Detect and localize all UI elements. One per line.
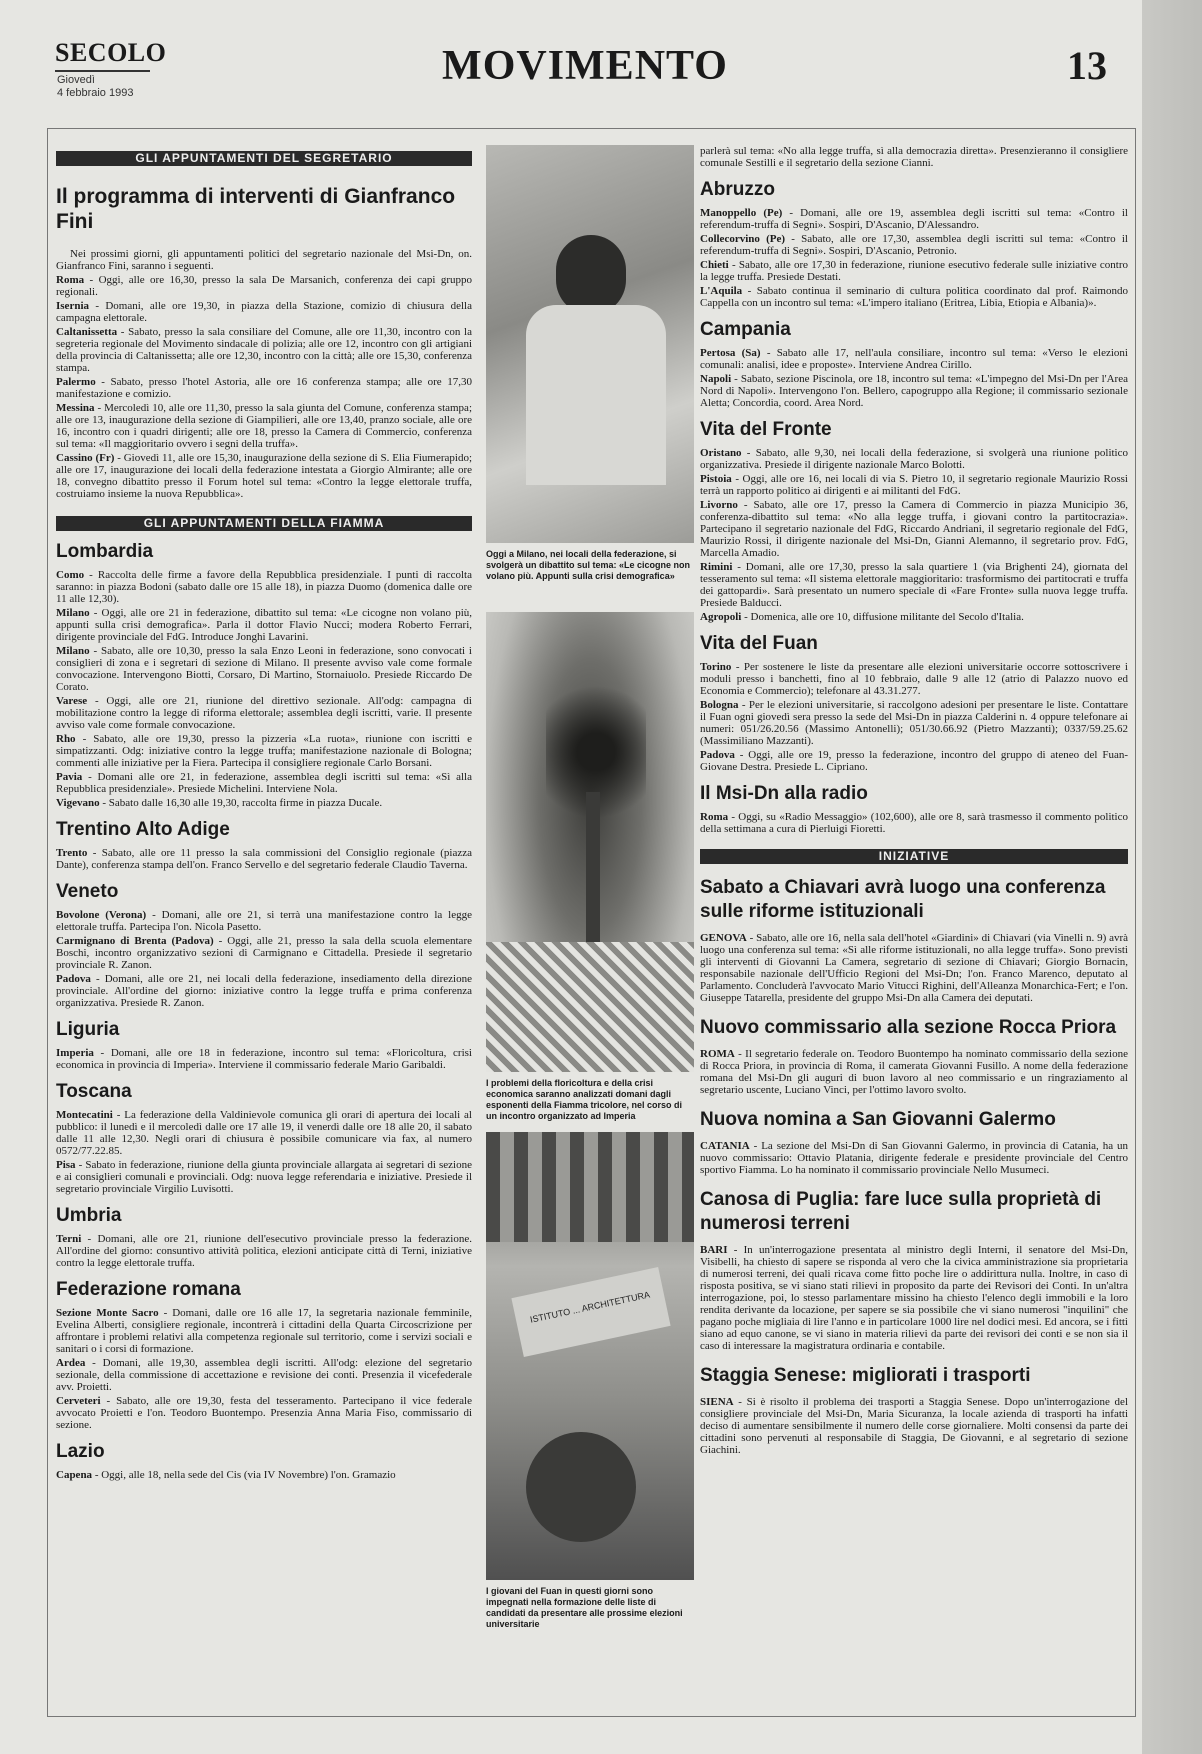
story-body-place: GENOVA: [700, 932, 747, 944]
story-headline: Nuovo commissario alla sezione Rocca Priora: [700, 1017, 1117, 1038]
story-body-place: SIENA: [700, 1396, 734, 1408]
appointment-item: [700, 661, 1128, 697]
appointment-item-text: - Sabato in federazione, riunione della giunta provinciale allargata ai segretari di sezione e ai consiglieri comunali e provinciali. Odg: nuova legge referendaria e iniziative. Presiede il segretario provinciale Virgilio Luvisotti.: [56, 1159, 472, 1195]
story-body-text: - In un'interrogazione presentata al ministro degli Interni, il senatore del Msi-Dn, Visibelli, ha chiesto di sapere se risponda al vero che la civica amministrazione sia proprietaria di numerosi terreni, dei quali ricava come fitto poche lire o addirittura nulla. Inoltre, in caso di risposta positiva, se vi siano stati rilievi in proposito da parte dei Revisori dei Conti. In un'altra interrogazione, poi, lo stesso parlamentare missino ha chiesto l'elenco degli immobili e la loro rendita derivante da locazione, per sapere se sia possibile che vi siano numerosi "inquilini" che pagano poche migliaia di lire l'anno e in particolare 1000 lire nel dodici mesi. Ed ancora, se i fitti siano ad equo canone, se vi siano in materia rilievi da parte dei revisori dei conti e se non sia il caso di interessare la magistratura ordinaria e contabile.: [700, 1244, 1128, 1352]
photo-caption-imperia: I problemi della floricoltura e della crisi economica saranno analizzati domani dagli esponenti della Fiamma tricolore, nel corso di un incontro organizzato ad Imperia: [486, 1078, 683, 1121]
appointment-item-place: Carmignano di Brenta (Padova): [56, 935, 214, 947]
story-body: [700, 1048, 1128, 1096]
appointment-item-text: - Oggi, alle ore 16, nei locali di via S. Pietro 10, il segretario regionale Maurizio Rossi terrà un rapporto politico ai dirigenti e ai militanti del FdG.: [700, 473, 1128, 497]
appointment-item-text: - Sabato, alle ore 11 presso la sala commissioni del Consiglio regionale (piazza Dante), conferenza stampa dell'on. Franco Servello e del segretario federale Claudio Taverna.: [56, 847, 472, 871]
appointment-item-place: Livorno: [700, 499, 738, 511]
fini-appointment-place: Cassino (Fr): [56, 452, 115, 464]
appointment-item: [56, 733, 472, 769]
appointment-item: [56, 797, 472, 809]
photo-round-plaque: [526, 1432, 636, 1542]
story-body: [700, 1396, 1128, 1456]
appointment-item: [56, 1109, 472, 1157]
appointment-item-place: Montecatini: [56, 1109, 113, 1121]
appointment-item: [56, 1357, 472, 1393]
appointment-item-place: Manoppello (Pe): [700, 207, 783, 219]
section-title: MOVIMENTO: [442, 43, 728, 89]
photo-university-building: [486, 1132, 694, 1580]
masthead: [55, 30, 1115, 100]
capena-continuation: parlerà sul tema: «No alla legge truffa, sì alla democrazia diretta». Presenzieranno il consigliere comunale Sestilli e il segretario della sezione Cianni.: [700, 145, 1128, 169]
appointment-item-place: Oristano: [700, 447, 742, 459]
appointment-item-text: - Domenica, alle ore 10, diffusione militante del Secolo d'Italia.: [741, 611, 1024, 623]
appointment-item: [700, 749, 1128, 773]
appointment-item-place: Rimini: [700, 561, 733, 573]
column-right: [700, 145, 1128, 1458]
story-body: [700, 932, 1128, 1004]
publication-date-text: 4 febbraio 1993: [57, 87, 134, 99]
appointment-item-text: - Sabato, alle ore 19,30, presso la pizzeria «La ruota», riunione con iscritti e simpatizzanti. Odg: iniziative contro la legge truffa; manifestazione nazionale di Bologna; commenti alle iniziative per la Fiera. Partecipa il consigliere regionale Carlo Borsani.: [56, 733, 472, 769]
story-body-place: BARI: [700, 1244, 728, 1256]
appointment-item-text: - Sabato continua il seminario di cultura politica coordinato dal prof. Raimondo Cappella con un incontro sul tema: «L'impero italiano (Eritrea, Libia, Etiopia e Albania)».: [700, 285, 1128, 309]
appointment-item-text: - Per le elezioni universitarie, si raccolgono adesioni per presentare le liste. Contattare il Fuan ogni giovedì sera presso la sede del Msi-Dn in piazza Calderini n. 4 oppure telefonare ai numeri: 051/26.20.56 (Massimo Antonelli); 051/30.66.92 (Pietro Mazzanti); 0337/59.25.62 (Massimiliano Mazzanti).: [700, 699, 1128, 747]
appointment-item: [700, 207, 1128, 231]
appointment-item-place: Pistoia: [700, 473, 732, 485]
appointment-item-text: - Domani, alle ore 21, nei locali della federazione, insediamento della direzione provinciale. All'ordine del giorno: iniziative contro la legge truffa e prima conferenza organizzativa. Presiede R. Zanon.: [56, 973, 472, 1009]
appointment-item: [56, 1307, 472, 1355]
fini-appointment-place: Isernia: [56, 300, 89, 312]
region-heading: Trentino Alto Adige: [56, 819, 230, 840]
appointment-item-text: - Oggi, alle ore 19, presso la federazione, incontro del gruppo di ateneo del Fuan-Giovane Destra. Presiede L. Cipriano.: [700, 749, 1128, 773]
fiamma-regions: [56, 541, 472, 1481]
appointment-item-place: Napoli: [700, 373, 732, 385]
fini-program-headline: Il programma di interventi di Gianfranco Fini: [56, 185, 456, 233]
appointment-item: [700, 447, 1128, 471]
page-gutter-shadow: [1142, 0, 1202, 1754]
story-body-place: CATANIA: [700, 1140, 750, 1152]
appointment-item-place: Vigevano: [56, 797, 100, 809]
appointment-item-text: - Oggi, alle ore 21, riunione del direttivo sezionale. All'odg: campagna di mobilitazione contro la legge di riforma elettorale; assemblea degli iscritti, varie. Il presente avviso vale come formale convocazione.: [56, 695, 472, 731]
page-number: 13: [1067, 43, 1107, 88]
fini-appointment: [56, 326, 472, 374]
column-left: [56, 145, 472, 1483]
appointment-item: [56, 1159, 472, 1195]
appointment-item-place: Agropoli: [700, 611, 742, 623]
photo-milano-interior: [486, 145, 694, 543]
appointment-item-text: - Domani, alle ore 17,30, presso la sala quartiere 1 (via Brighenti 24), giornata del tesseramento sul tema: «Il sistema elettorale maggioritario: trasformismo dei partitocrati e truffa dei gattopardi». Sarà presentato un numero speciale di «Fare Fronte» sulla nuova legge truffa. Presiede Balducci.: [700, 561, 1128, 609]
appointment-item-place: Torino: [700, 661, 732, 673]
regional-notices: [700, 179, 1128, 835]
appointment-item-place: Como: [56, 569, 85, 581]
fini-appointment-text: - Domani, alle ore 19,30, in piazza della Stazione, comizio di chiusura della campagna elettorale.: [56, 300, 472, 324]
appointment-item-place: Pavia: [56, 771, 83, 783]
appointment-item: [56, 1233, 472, 1269]
appointment-item-place: Trento: [56, 847, 88, 859]
appointment-item: [56, 607, 472, 643]
appointment-item: [56, 973, 472, 1009]
appointment-item-place: Rho: [56, 733, 76, 745]
story-headline: Canosa di Puglia: fare luce sulla proprietà di numerosi terreni: [700, 1189, 1102, 1234]
appointment-item-place: Padova: [56, 973, 91, 985]
story-headline: Sabato a Chiavari avrà luogo una conferenza sulle riforme istituzionali: [700, 877, 1106, 922]
fini-appointment-text: - Mercoledì 10, alle ore 11,30, presso la sala giunta del Comune, conferenza stampa; alle ore 13, inaugurazione della sezione di Giampilieri, alle ore 13,40, pranzo sociale, alle ore 16, incontro con i quadri dirigenti; alle ore 18, presso la Camera di Commercio, conferenza sul tema: «Il maggioritario ovvero i segni della truffa».: [56, 402, 472, 450]
story-headline: Nuova nomina a San Giovanni Galermo: [700, 1109, 1056, 1130]
fini-appointment-place: Caltanissetta: [56, 326, 118, 338]
fini-appointment-text: - Sabato, presso l'hotel Astoria, alle ore 16 conferenza stampa; alle ore 17,30 manifestazione e comizio.: [56, 376, 472, 400]
appointment-item-place: Varese: [56, 695, 88, 707]
region-heading: Liguria: [56, 1019, 120, 1040]
appointment-item-text: - Domani, alle 19,30, assemblea degli iscritti. All'odg: elezione del segretario sezionale, della commissione di accettazione e revisione dei conti. Presenzia il vicefederale avv. Proietti.: [56, 1357, 472, 1393]
column-photos: [486, 145, 694, 1640]
appointment-item-text: - Oggi, alle ore 21 in federazione, dibattito sul tema: «Le cicogne non volano più, appunti sulla crisi demografica». Parla il dottor Flavio Nucci; modera Roberto Ferrari, dirigente provinciale del FdG. Introduce Jonghi Lavarini.: [56, 607, 472, 643]
appointment-item-text: - Domani, alle ore 21, riunione dell'esecutivo provinciale presso la federazione. All'ordine del giorno: consuntivo attività politica, elezioni anticipate città di Terni, iniziative contro la legge elettorale truffa.: [56, 1233, 472, 1269]
appointment-item-text: - Per sostenere le liste da presentare alle elezioni universitarie occorre sottoscrivere i moduli presso i banchetti, fino al 10 febbraio, dalle 9 alle 12 (atrio di Palazzo nuovo ed Economia e Commercio); telefonare al 43.31.277.: [700, 661, 1128, 697]
region-heading: Lazio: [56, 1441, 105, 1462]
appointment-item-text: - Raccolta delle firme a favore della Repubblica presidenziale. I punti di raccolta saranno: in piazza Bodoni (sabato dalle ore 15 alle 18), in piazza Duomo (domenica dalle ore 11 alle 12,30).: [56, 569, 472, 605]
appointment-item: [700, 611, 1128, 623]
appointment-item: [700, 699, 1128, 747]
fini-appointment-place: Palermo: [56, 376, 96, 388]
newspaper-logo: SECOLO: [55, 38, 167, 67]
appointment-item-place: Roma: [700, 811, 729, 823]
appointment-item: [700, 561, 1128, 609]
fini-intro: Nei prossimi giorni, gli appuntamenti politici del segretario nazionale del Msi-Dn, on. Gianfranco Fini, saranno i seguenti.: [56, 248, 472, 272]
appointment-item: [700, 285, 1128, 309]
appointment-item-place: Cerveteri: [56, 1395, 101, 1407]
region-heading: Federazione romana: [56, 1279, 241, 1300]
region-heading: Toscana: [56, 1081, 132, 1102]
region-heading: Umbria: [56, 1205, 122, 1226]
story-body: [700, 1140, 1128, 1176]
fini-appointment-place: Messina: [56, 402, 95, 414]
appointment-item-text: - Domani, alle ore 21, si terrà una manifestazione contro la legge elettorale truffa. Partecipa l'on. Nicola Pasetto.: [56, 909, 472, 933]
story-headline: Staggia Senese: migliorati i trasporti: [700, 1365, 1031, 1386]
appointment-item: [56, 569, 472, 605]
appointment-item-place: Padova: [700, 749, 735, 761]
iniziative-stories: [700, 876, 1128, 1456]
fini-appointment: [56, 376, 472, 400]
appointment-item: [56, 935, 472, 971]
section-bar-fiamma: GLI APPUNTAMENTI DELLA FIAMMA: [56, 516, 472, 531]
region-heading: Vita del Fronte: [700, 419, 832, 440]
photo-imperia-palm: [486, 612, 694, 1072]
appointment-item-place: Bovolone (Verona): [56, 909, 147, 921]
photo-caption-fuan: I giovani del Fuan in questi giorni sono impegnati nella formazione delle liste di candidati da presentare alle prossime elezioni universitarie: [486, 1586, 683, 1629]
appointment-item-place: Collecorvino (Pe): [700, 233, 786, 245]
appointment-item: [56, 1469, 472, 1481]
section-bar-iniziative: INIZIATIVE: [700, 849, 1128, 864]
appointment-item-text: - Domani alle ore 21, in federazione, assemblea degli iscritti sul tema: «Sì alla Repubblica presidenziale». Presiede Michelini. Interviene Nola.: [56, 771, 472, 795]
appointment-item-text: - Sabato, alle ore 10,30, presso la sala Enzo Leoni in federazione, sono convocati i consiglieri di zona e i segretari di sezione di Milano. Il presente avviso vale come formale convocazione. Intervengono Biotti, Corsaro, Di Martino, Stornaiuolo. Presiede Riccardo De Corato.: [56, 645, 472, 693]
appointment-item: [700, 473, 1128, 497]
appointment-item-place: L'Aquila: [700, 285, 743, 297]
story-body-place: ROMA: [700, 1048, 735, 1060]
photo-figure-head: [556, 235, 626, 315]
appointment-item-text: - La federazione della Valdinievole comunica gli orari di apertura dei locali al pubblico: il lunedì e il mercoledì dalle ore 17 alle 19, il venerdì dalle ore 18 alle 20, il sabato dalle 11 alle 12,30. Negli orari di chiusura è possibile comunicare via fax, al numero 0572/77.22.85.: [56, 1109, 472, 1157]
appointment-item-text: - Sabato, alle ore 17,30 in federazione, riunione esecutivo federale sulle iniziative contro la legge truffa. Presiede Destati.: [700, 259, 1128, 283]
fini-appointment: [56, 452, 472, 500]
story-body-text: - Il segretario federale on. Teodoro Buontempo ha nominato commissario della sezione di Rocca Priora, in provincia di Roma, il camerata Giovanni Fusillo. A nome della federazione romana del Msi-Dn gli auguri di buon lavoro al neo commissario e un ringraziamento al segretario uscente, Luciano Vinci, per l'ottimo lavoro svolto.: [700, 1048, 1128, 1096]
appointment-item: [700, 347, 1128, 371]
publication-day: Giovedì: [57, 74, 95, 86]
region-heading: Il Msi-Dn alla radio: [700, 783, 868, 804]
appointment-item-text: - Sabato dalle 16,30 alle 19,30, raccolta firme in piazza Ducale.: [99, 797, 383, 809]
fini-appointment-place: Roma: [56, 274, 85, 286]
fini-appointment: [56, 300, 472, 324]
appointment-item-text: - Oggi, alle 18, nella sede del Cis (via IV Novembre) l'on. Gramazio: [92, 1469, 396, 1481]
photo-caption-milano: Oggi a Milano, nei locali della federazione, si svolgerà un dibattito sul tema: «Le cicogne non volano più. Appunti sulla crisi demografica»: [486, 549, 691, 581]
appointment-item-text: - Sabato, alle 9,30, nei locali della federazione, si svolgerà una riunione politico organizzativa. Presiede il dirigente nazionale Marco Bolotti.: [700, 447, 1128, 471]
fini-appointment-text: - Giovedì 11, alle ore 15,30, inaugurazione della sezione di S. Elia Fiumerapido; alle ore 17, inaugurazione dei locali della federazione intestata a Giorgio Almirante; alle ore 18, convegno dibattito presso il Forum hotel sul tema: «Contro la legge elettorale truffa, costruiamo insieme la nuova Repubblica».: [56, 452, 472, 500]
fini-appointments-list: [56, 274, 472, 500]
appointment-item: [56, 1395, 472, 1431]
appointment-item: [700, 373, 1128, 409]
appointment-item-place: Pisa: [56, 1159, 76, 1171]
story-body-text: - La sezione del Msi-Dn di San Giovanni Galermo, in provincia di Catania, ha un nuovo commissario: Ottavio Platania, dirigente federale e presidente provinciale del Centro sportivo Fiamma. Lo ha nominato il commissario provinciale Nello Musumeci.: [700, 1140, 1128, 1176]
appointment-item-text: - Sabato, sezione Piscinola, ore 18, incontro sul tema: «L'impegno del Msi-Dn per l'Area Nord di Napoli». Intervengono l'on. Bellero, capogruppo alla Regione; il commissario sezionale Aletta; Concordia, coord. Area Nord.: [700, 373, 1128, 409]
appointment-item-text: - Sabato alle 17, nell'aula consiliare, incontro sul tema: «Verso le elezioni comunali: analisi, idee e proposte». Interviene Andrea Cirillo.: [700, 347, 1128, 371]
appointment-item-place: Chieti: [700, 259, 729, 271]
appointment-item-text: - Sabato, alle ore 17, presso la Camera di Commercio in piazza Municipio 36, conferenza-dibattito sul tema: «No alla legge truffa, i giovani contro la partitocrazia». Partecipano il segretario nazionale del FdG, Riccardo Andriani, il segretario regionale del FdG, Maurizio Rossi, il dirigente nazionale del Msi-Dn, Gianni Alemanno, il segretario prov. FdG, Marcella Amadio.: [700, 499, 1128, 559]
region-heading: Veneto: [56, 881, 119, 902]
appointment-item-place: Ardea: [56, 1357, 86, 1369]
appointment-item: [56, 909, 472, 933]
appointment-item-text: - Sabato, alle ore 19,30, festa del tesseramento. Partecipano il vice federale avvocato Proietti e l'on. Teodoro Buontempo. Presenzia Anna Maria Fiso, commissario di sezione.: [56, 1395, 472, 1431]
appointment-item-text: - Sabato, alle ore 17,30, assemblea degli iscritti sul tema: «Contro il referendum-truffa di Segni». Sospiri, D'Ascanio, Petronio.: [700, 233, 1128, 257]
fini-appointment: [56, 274, 472, 298]
appointment-item: [700, 259, 1128, 283]
appointment-item-text: - Domani, alle ore 18 in federazione, incontro sul tema: «Floricoltura, crisi economica in provincia di Imperia». Interviene il commissario federale Mario Garibaldi.: [56, 1047, 472, 1071]
story-body-text: - Si è risolto il problema dei trasporti a Staggia Senese. Dopo un'interrogazione del consigliere provinciale del Msi-Dn, Maria Sicuranza, la locale azienda di trasporti ha infatti deciso di aumentare sensibilmente il numero delle corse giornaliere. Molti consensi da parte dei cittadini sono pervenuti al responsabile di Staggia, De Giovanni, e al segretario di sezione Giachini.: [700, 1396, 1128, 1456]
photo-building-windows: [486, 1132, 694, 1242]
fini-appointment-text: - Sabato, presso la sala consiliare del Comune, alle ore 11,30, incontro con la segreteria regionale del Movimento sindacale di polizia; alle ore 12, incontro con gli artigiani della provincia di Caltanissetta; alle ore 12,30, incontro con la città; alle ore 15,30, conferenza stampa.: [56, 326, 472, 374]
appointment-item-place: Pertosa (Sa): [700, 347, 761, 359]
appointment-item-text: - Oggi, su «Radio Messaggio» (102,600), alle ore 8, sarà trasmesso il commento politico della settimana a cura di Pierluigi Fioretti.: [700, 811, 1128, 835]
appointment-item-text: - Domani, dalle ore 16 alle 17, la segretaria nazionale femminile, Evelina Alberti, consigliere regionale, incontrerà i cittadini della Quarta Circoscrizione per affrontare i problemi relativi alla competenza regionale sul territorio, come i servizi sociali e sanitari o i corsi di formazione.: [56, 1307, 472, 1355]
appointment-item-place: Sezione Monte Sacro: [56, 1307, 159, 1319]
fini-appointment: [56, 402, 472, 450]
region-heading: Vita del Fuan: [700, 633, 818, 654]
appointment-item-place: Bologna: [700, 699, 739, 711]
story-body: [700, 1244, 1128, 1352]
appointment-item-place: Milano: [56, 607, 90, 619]
appointment-item: [700, 499, 1128, 559]
appointment-item: [56, 695, 472, 731]
appointment-item-place: Capena: [56, 1469, 93, 1481]
story-body-text: - Sabato, alle ore 16, nella sala dell'hotel «Giardini» di Chiavari (via Vinelli n. 9) avrà luogo una conferenza sul tema: «Sì alle riforme istituzionali, no alla legge truffa». Sono previsti gli interventi di Giovanni La Camera, segretario di sezione di Chiavari; Giorgio Bornacin, responsabile nazionale dell'Ufficio Regioni del Msi-Dn; l'on. Franco Marenco, deputato al Parlamento. Concluderà l'avvocato Mario Vitucci Righini, dell'Alleanza Monarchica-Fert; e l'on. Giuseppe Tatarella, presidente del gruppo Msi-Dn alla Camera dei deputati.: [700, 932, 1128, 1004]
fini-appointment-text: - Oggi, alle ore 16,30, presso la sala De Marsanich, conferenza dei capi gruppo regionali.: [56, 274, 472, 298]
appointment-item-place: Milano: [56, 645, 90, 657]
appointment-item: [700, 233, 1128, 257]
appointment-item: [56, 847, 472, 871]
region-heading: Campania: [700, 319, 791, 340]
appointment-item-place: Imperia: [56, 1047, 94, 1059]
appointment-item-text: - Domani, alle ore 19, assemblea degli iscritti sul tema: «Contro il referendum-truffa di Segni». Sospiri, D'Ascanio, D'Alessandro.: [700, 207, 1128, 231]
appointment-item: [56, 771, 472, 795]
photo-institute-sign: ISTITUTO ... ARCHITETTURA: [511, 1267, 670, 1357]
appointment-item: [700, 811, 1128, 835]
photo-flower-field: [486, 942, 694, 1072]
appointment-item: [56, 645, 472, 693]
photo-figure-body: [526, 305, 666, 485]
section-bar-segretario: GLI APPUNTAMENTI DEL SEGRETARIO: [56, 151, 472, 166]
appointment-item: [56, 1047, 472, 1071]
appointment-item-place: Terni: [56, 1233, 82, 1245]
region-heading: Lombardia: [56, 541, 154, 562]
appointment-item-text: - Oggi, alle 21, presso la sala della scuola elementare Boschi, incontro organizzativo sezioni di Carmignano e Cittadella. Presiede il segretario provinciale R. Zanon.: [56, 935, 472, 971]
region-heading: Abruzzo: [700, 179, 775, 200]
